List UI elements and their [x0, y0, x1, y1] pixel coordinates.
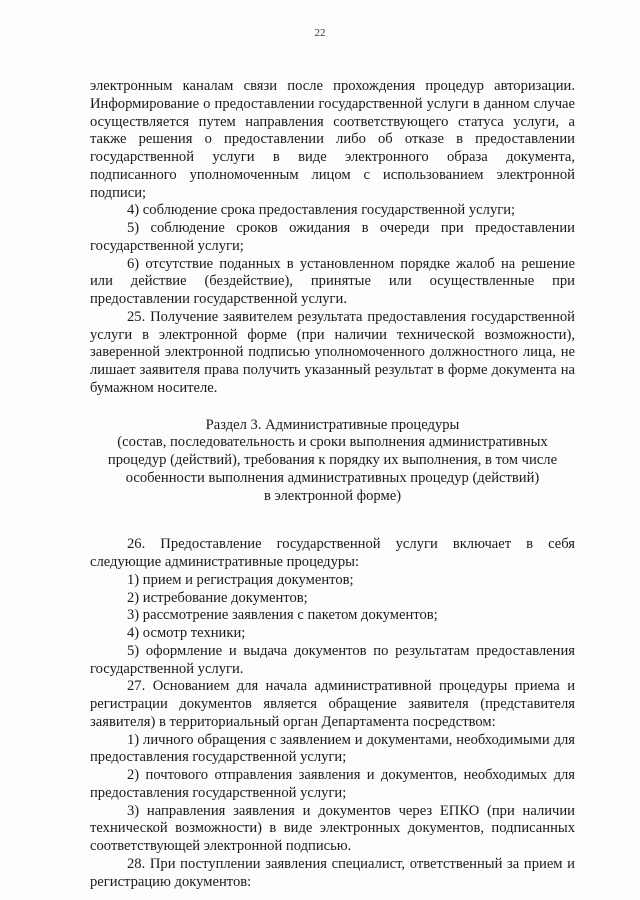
list-item: 4) осмотр техники; [127, 625, 246, 641]
page-number: 22 [314, 27, 326, 39]
section-heading [90, 417, 575, 506]
document-body [90, 78, 575, 891]
section-subtitle-line: (состав, последовательность и сроки выполнения административных [117, 434, 548, 451]
clause-25: 25. Получение заявителем результата предоставления государственной услуги в электронной форме (при наличии технической возможности), заверенной электронной подписью уполномоченного должностного лица, не лишает заявителя права получить указанный результат в форме документа на бумажном носителе. [90, 308, 575, 396]
section-subtitle-line: процедур (действий), требования к порядку их выполнения, в том числе [107, 452, 558, 468]
list-item: 6) отсутствие поданных в установленном порядке жалоб на решение или действие (бездействие), принятые или осуществленные при предоставлении государственной услуги. [90, 255, 575, 307]
list-item: 4) соблюдение срока предоставления государственной услуги; [127, 202, 516, 219]
clause-27: 27. Основанием для начала административной процедуры приема и регистрации документов является обращение заявителя (представителя заявителя) в территориальный орган Департамента посредством: [90, 678, 575, 730]
list-item: 2) истребование документов; [127, 589, 308, 606]
list-item: 1) личного обращения с заявлением и документами, необходимыми для предоставления государственной услуги; [90, 731, 575, 766]
section-subtitle-line: в электронной форме) [263, 487, 402, 504]
paragraph-continuation: электронным каналам связи после прохождения процедур авторизации. Информирование о предоставлении государственной услуги в данном случае осуществляется путем направления соответствующего статуса услуги, а также решения о предоставлении либо об отказе в предоставлении государственной услуги в виде электронного образа документа, подписанного уполномоченным лицом с использованием электронной подписи; [90, 78, 575, 201]
list-item: 3) рассмотрение заявления с пакетом документов; [127, 607, 438, 624]
clause-26: 26. Предоставление государственной услуги включает в себя следующие административные процедуры: [90, 536, 575, 570]
list-item: 2) почтового отправления заявления и документов, необходимых для предоставления государственной услуги; [90, 767, 575, 801]
list-item: 5) оформление и выдача документов по результатам предоставления государственной услуги. [90, 642, 575, 677]
section-subtitle-line: особенности выполнения административных процедур (действий) [125, 469, 540, 486]
list-item: 1) прием и регистрация документов; [127, 571, 354, 588]
clause-28: 28. При поступлении заявления специалист, ответственный за прием и регистрацию документов: [90, 855, 575, 890]
list-item: 5) соблюдение сроков ожидания в очереди при предоставлении государственной услуги; [90, 220, 575, 254]
list-item: 3) направления заявления и документов через ЕПКО (при наличии технической возможности) в виде электронных документов, подписанных соответствующей электронной подписью. [90, 802, 575, 854]
section-title: Раздел 3. Административные процедуры [205, 416, 460, 433]
